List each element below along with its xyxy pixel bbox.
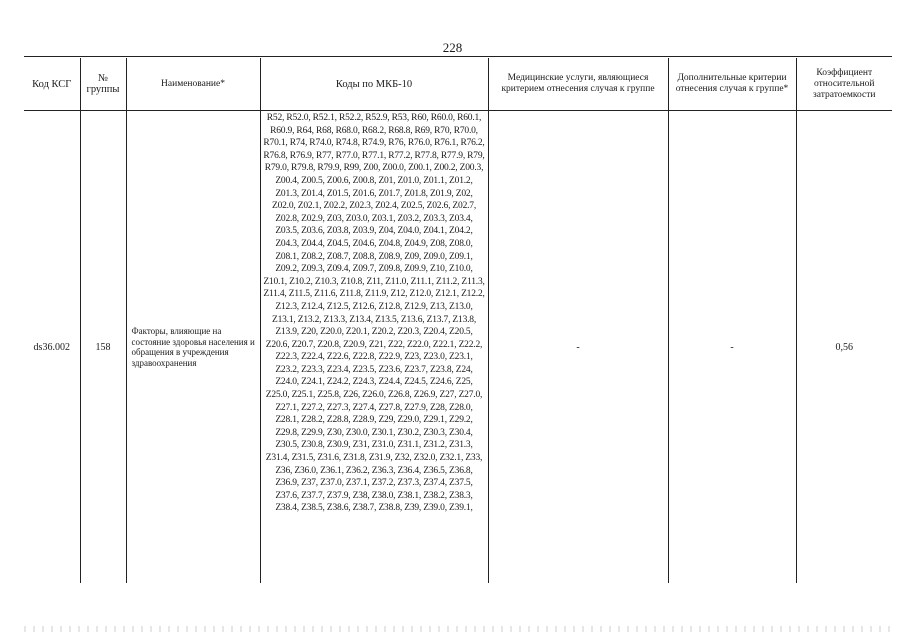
ksg-table [24,58,892,583]
header-group-number: № группы [80,58,126,111]
header-extra-criteria: Дополнительные критерии отнесения случая к группе* [668,58,796,111]
header-coefficient: Коэффициент относительной затратоемкости [796,58,892,111]
mkb-codes-text: R52, R52.0, R52.1, R52.2, R52.9, R53, R60, R60.0, R60.1, R60.9, R64, R68, R68.0, R68.2, R68.8, R69, R70, R70.0, R70.1, R74, R74.0, R74.8, R74.9, R76, R76.0, R76.1, R76.2, R76.8, R76.9, R77, R77.0, R77.1, R77.2, R77.8, R77.9, R79, R79.0, R79.8, R79.9, R99, Z00, Z00.0, Z00.1, Z00.2, Z00.3, Z00.4, Z00.5, Z00.6, Z00.8, Z01, Z01.0, Z01.1, Z01.2, Z01.3, Z01.4, Z01.5, Z01.6, Z01.7, Z01.8, Z01.9, Z02, Z02.0, Z02.1, Z02.2, Z02.3, Z02.4, Z02.5, Z02.6, Z02.7, Z02.8, Z02.9, Z03, Z03.0, Z03.1, Z03.2, Z03.3, Z03.4, Z03.5, Z03.6, Z03.8, Z03.9, Z04, Z04.0, Z04.1, Z04.2, Z04.3, Z04.4, Z04.5, Z04.6, Z04.8, Z04.9, Z08, Z08.0, Z08.1, Z08.2, Z08.7, Z08.8, Z08.9, Z09, Z09.0, Z09.1, Z09.2, Z09.3, Z09.4, Z09.7, Z09.8, Z09.9, Z10, Z10.0, Z10.1, Z10.2, Z10.3, Z10.8, Z11, Z11.0, Z11.1, Z11.2, Z11.3, Z11.4, Z11.5, Z11.6, Z11.8, Z11.9, Z12, Z12.0, Z12.1, Z12.2, Z12.3, Z12.4, Z12.5, Z12.6, Z12.8, Z12.9, Z13, Z13.0, Z13.1, Z13.2, Z13.3, Z13.4, Z13.5, Z13.6, Z13.7, Z13.8, Z13.9, Z20, Z20.0, Z20.1, Z20.2, Z20.3, Z20.4, Z20.5, Z20.6, Z20.7, Z20.8, Z20.9, Z21, Z22, Z22.0, Z22.1, Z22.2, Z22.3, Z22.4, Z22.6, Z22.8, Z22.9, Z23, Z23.0, Z23.1, Z23.2, Z23.3, Z23.4, Z23.5, Z23.6, Z23.7, Z23.8, Z24, Z24.0, Z24.1, Z24.2, Z24.3, Z24.4, Z24.5, Z24.6, Z25, Z25.0, Z25.1, Z25.8, Z26, Z26.0, Z26.8, Z26.9, Z27, Z27.0, Z27.1, Z27.2, Z27.3, Z27.4, Z27.8, Z27.9, Z28, Z28.0, Z28.1, Z28.2, Z28.8, Z28.9, Z29, Z29.0, Z29.1, Z29.2, Z29.8, Z29.9, Z30, Z30.0, Z30.1, Z30.2, Z30.3, Z30.4, Z30.5, Z30.8, Z30.9, Z31, Z31.0, Z31.1, Z31.2, Z31.3, Z31.4, Z31.5, Z31.6, Z31.8, Z31.9, Z32, Z32.0, Z32.1, Z33, Z36, Z36.0, Z36.1, Z36.2, Z36.3, Z36.4, Z36.5, Z36.8, Z36.9, Z37, Z37.0, Z37.1, Z37.2, Z37.3, Z37.4, Z37.5, Z37.6, Z37.7, Z37.9, Z38, Z38.0, Z38.1, Z38.2, Z38.3, Z38.4, Z38.5, Z38.6, Z38.7, Z38.8, Z39, Z39.0, Z39.1, [263,113,485,514]
cell-extra-criteria: - [668,111,796,584]
header-name: Наименование* [126,58,260,111]
scan-artifact-line [24,626,892,632]
cell-coefficient: 0,56 [796,111,892,584]
cell-group-number: 158 [80,111,126,584]
table-row [24,111,892,584]
cell-ksg-code: ds36.002 [33,341,70,353]
table-top-border [24,56,892,57]
cell-medical-services: - [488,111,668,584]
header-medical-services: Медицинские услуги, являющиеся критерием отнесения случая к группе [488,58,668,111]
table-header-row [24,58,892,111]
header-ksg-code: Код КСГ [24,58,80,111]
header-mkb-codes: Коды по МКБ-10 [260,58,488,111]
cell-mkb-codes [260,111,488,584]
cell-name: Факторы, влияющие на состояние здоровья населения и обращения в учреждения здравоохранения [126,111,260,584]
page-number: 228 [442,40,463,55]
